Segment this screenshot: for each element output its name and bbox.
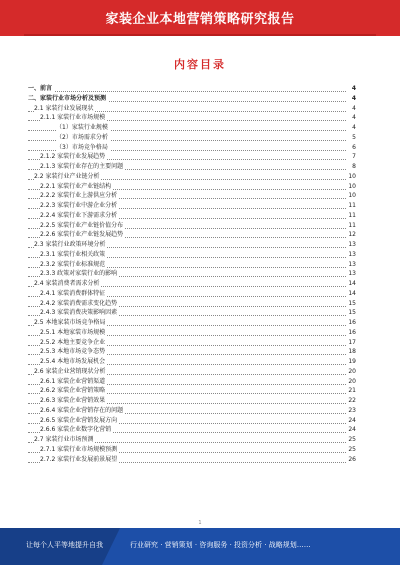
toc-entry-page: 23 <box>346 406 356 416</box>
toc-entry-page: 19 <box>346 357 356 367</box>
toc-entry[interactable] <box>28 435 356 445</box>
page-number: 1 <box>198 520 202 526</box>
toc-heading: 内容目录 <box>174 58 226 71</box>
toc-entry-label: 2.7.1 家装行业市场规模预测 <box>40 445 118 453</box>
toc-leader-dots <box>28 84 346 92</box>
toc-entry-page: 25 <box>346 445 356 455</box>
toc-entry-page: 8 <box>346 162 356 172</box>
toc-entry-page: 13 <box>346 250 356 260</box>
toc-entry[interactable] <box>28 347 356 357</box>
footer-slogan: 让每个人平等地提升自我 <box>26 541 103 549</box>
toc-entry-page: 11 <box>346 201 356 211</box>
toc-entry-page: 26 <box>346 455 356 465</box>
toc-entry[interactable] <box>28 260 356 270</box>
toc-entry-page: 10 <box>346 191 356 201</box>
toc-entry-label: 2.5 本地家装市场竞争格局 <box>34 319 106 326</box>
toc-entry-label: 2.7.2 家装行业发展前景展望 <box>40 455 118 463</box>
toc-entry-label: 2.6.3 家装企业营销效果 <box>40 397 106 404</box>
toc-entry[interactable] <box>28 425 356 435</box>
toc-entry-label: 2.2.2 家装行业上游供应分析 <box>40 192 118 200</box>
toc-entry-label: 2.6.6 家装企业数字化营销 <box>40 426 112 434</box>
toc-entry-label: 2.3.1 家装行业相关政策 <box>40 250 106 258</box>
toc-entry-label: 2.4.2 家装消费需求变化趋势 <box>40 299 118 307</box>
toc-entry[interactable] <box>28 250 356 260</box>
toc-entry[interactable] <box>28 172 356 182</box>
toc-entry-label: 2.2.6 家装行业产业链发展趋势 <box>40 231 124 239</box>
toc-entry-page: 22 <box>346 396 356 406</box>
toc-entry-page: 14 <box>346 279 356 289</box>
toc-entry-label: （3）市场竞争格局 <box>56 143 108 151</box>
toc-entry[interactable] <box>28 211 356 221</box>
toc-entry[interactable] <box>28 338 356 348</box>
toc-entry-label: 二、家装行业市场分析及预测 <box>28 94 107 102</box>
toc-entry[interactable] <box>28 201 356 211</box>
toc-entry[interactable] <box>28 123 356 133</box>
toc-entry-label: 2.6.1 家装企业营销渠道 <box>40 377 106 385</box>
toc-entry-page: 12 <box>346 230 356 240</box>
toc-entry[interactable] <box>28 104 356 114</box>
toc-entry-page: 11 <box>346 221 356 231</box>
toc-entry[interactable] <box>28 133 356 143</box>
toc-entry-label: 2.2 家装行业产业链分析 <box>34 172 100 180</box>
toc-entry[interactable] <box>28 386 356 396</box>
toc-entry-label: 2.5.1 本地家装市场规模 <box>40 328 106 336</box>
toc-entry-label: 2.5.2 本地主要竞争企业 <box>40 338 106 346</box>
toc-entry-page: 14 <box>346 289 356 299</box>
toc-entry-page: 5 <box>346 133 356 143</box>
toc-entry-page: 16 <box>346 318 356 328</box>
toc-entry-page: 7 <box>346 152 356 162</box>
toc-entry-label: 2.2.4 家装行业下游需求分析 <box>40 211 118 219</box>
toc-entry[interactable] <box>28 318 356 328</box>
toc-entry-label: 2.1.3 家装行业存在的主要问题 <box>40 163 124 170</box>
toc-entry-page: 24 <box>346 416 356 426</box>
toc-entry-label: 2.5.4 本地市场发展机会 <box>40 358 106 365</box>
toc-entry[interactable] <box>28 406 356 416</box>
footer-banner <box>0 528 400 565</box>
toc-entry-page: 16 <box>346 328 356 338</box>
toc-entry-page: 15 <box>346 308 356 318</box>
toc-entry-page: 13 <box>346 260 356 270</box>
header-divider <box>24 34 376 36</box>
toc-entry-page: 24 <box>346 425 356 435</box>
toc-entry-label: 2.2.1 家装行业产业链结构 <box>40 182 112 190</box>
toc-entry-page: 10 <box>346 172 356 182</box>
toc-entry[interactable] <box>28 230 356 240</box>
toc-entry-label: 2.4.3 家装消费决策影响因素 <box>40 309 118 317</box>
toc-entry-page: 13 <box>346 269 356 279</box>
toc-entry[interactable] <box>28 367 356 377</box>
toc-entry-label: 2.6 家装企业营销现状分析 <box>34 367 106 375</box>
toc-entry-page: 4 <box>346 123 356 133</box>
toc-entry[interactable] <box>28 84 356 94</box>
toc-entry-label: 2.3.3 政策对家装行业的影响 <box>40 270 118 278</box>
toc-entry-page: 10 <box>346 182 356 192</box>
toc-entry-label: 2.4 家装消费者需求分析 <box>34 280 100 287</box>
toc-entry-page: 25 <box>346 435 356 445</box>
toc-entry-label: 2.6.5 家装企业营销发展方向 <box>40 416 118 424</box>
toc-entry-page: 17 <box>346 338 356 348</box>
toc-entry-page: 20 <box>346 367 356 377</box>
toc-entry-page: 18 <box>346 347 356 357</box>
toc-entry-label: （1）家装行业规模 <box>56 124 108 131</box>
toc-entry[interactable] <box>28 269 356 279</box>
toc-entry[interactable] <box>28 308 356 318</box>
toc-entry-label: 2.1 家装行业发展现状 <box>34 104 94 112</box>
toc-entry-label: 2.3.2 家装行业标准规范 <box>40 260 106 268</box>
toc-entry[interactable] <box>28 445 356 455</box>
toc-entry[interactable] <box>28 357 356 367</box>
toc-entry-label: 2.3 家装行业政策环境分析 <box>34 241 106 248</box>
toc-entry[interactable] <box>28 221 356 231</box>
toc-entry[interactable] <box>28 152 356 162</box>
toc-entry-label: 一、前言 <box>28 85 53 92</box>
toc-entry[interactable] <box>28 289 356 299</box>
toc-entry[interactable] <box>28 328 356 338</box>
toc-entry[interactable] <box>28 182 356 192</box>
toc-entry[interactable] <box>28 143 356 153</box>
report-title: 家装企业本地营销策略研究报告 <box>105 12 295 27</box>
toc-entry-page: 4 <box>346 84 356 94</box>
toc-entry-label: 2.7 家装行业市场预测 <box>34 436 94 443</box>
toc-entry-page: 21 <box>346 386 356 396</box>
toc-entry-label: 2.6.4 家装企业营销存在的问题 <box>40 406 124 414</box>
toc-entry-page: 20 <box>346 377 356 387</box>
toc-entry-page: 4 <box>346 104 356 114</box>
toc-entry[interactable] <box>28 416 356 426</box>
toc-entry-label: 2.4.1 家装消费群体特征 <box>40 289 106 297</box>
toc-entry-label: 2.1.2 家装行业发展趋势 <box>40 153 106 161</box>
footer-services: 行业研究 · 营销策划 · 咨询服务 · 投资分析 · 战略规划…… <box>130 541 311 549</box>
toc-entry-page: 6 <box>346 143 356 153</box>
toc-entry[interactable] <box>28 162 356 172</box>
toc-entry[interactable] <box>28 94 356 104</box>
toc-entry-label: 2.2.3 家装行业中游企业分析 <box>40 202 118 209</box>
toc-entry[interactable] <box>28 113 356 123</box>
toc-entry-label: 2.1.1 家装行业市场规模 <box>40 114 106 122</box>
toc-entry[interactable] <box>28 299 356 309</box>
toc-entry[interactable] <box>28 396 356 406</box>
toc-entry[interactable] <box>28 240 356 250</box>
table-of-contents <box>28 84 356 464</box>
toc-entry[interactable] <box>28 377 356 387</box>
toc-entry-label: 2.2.5 家装行业产业链价值分布 <box>40 221 124 229</box>
toc-entry-page: 13 <box>346 240 356 250</box>
toc-entry-page: 4 <box>346 113 356 123</box>
toc-entry-label: （2）市场需求分析 <box>56 133 108 141</box>
toc-entry-label: 2.6.2 家装企业营销策略 <box>40 387 106 395</box>
toc-entry[interactable] <box>28 191 356 201</box>
toc-entry[interactable] <box>28 455 356 465</box>
toc-entry-page: 15 <box>346 299 356 309</box>
toc-entry-page: 11 <box>346 211 356 221</box>
toc-entry-label: 2.5.3 本地市场竞争态势 <box>40 348 106 356</box>
toc-entry-page: 4 <box>346 94 356 104</box>
toc-entry[interactable] <box>28 279 356 289</box>
